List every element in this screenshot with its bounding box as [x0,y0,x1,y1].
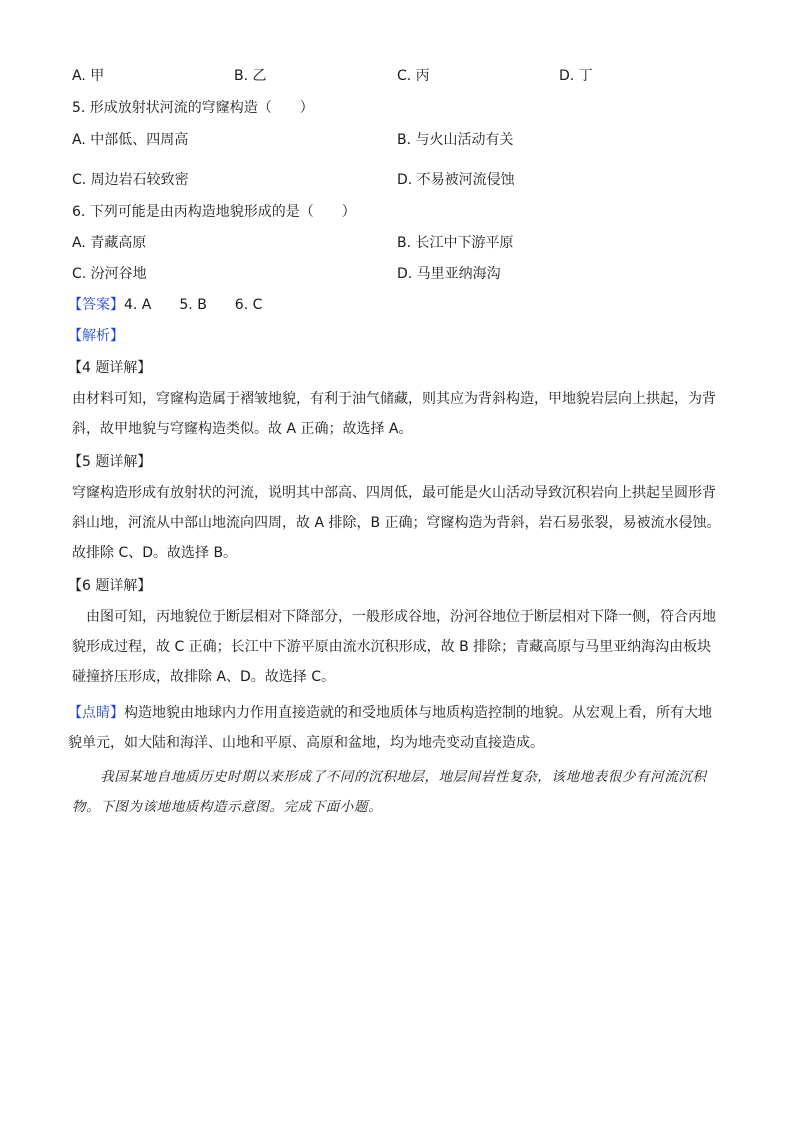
q6-option-a: A. 青藏高原 [72,235,147,251]
detail-5-text: 穹窿构造形成有放射状的河流，说明其中部高、四周低，最可能是火山活动导致沉积岩向上拱起呈圆形背斜山地，河流从中部山地流向四周，故 A 排除，B 正确；穹窿构造为背斜，岩石易张裂，易被流水侵蚀。故排除 C、D。故选择 B。 [72,485,721,561]
note-text: 构造地貌由地球内力作用直接造就的和受地质体与地质构造控制的地貌。从宏观上看，所有大地貌单元，如大陆和海洋、山地和平原、高原和盆地，均为地壳变动直接造成。 [68,705,712,751]
answer-text: 4. A 5. B 6. C [124,297,263,313]
note-tag: 【点睛】 [68,705,124,721]
detail-4-title: 【4 题详解】 [68,360,152,376]
detail-5-title: 【5 题详解】 [68,454,152,470]
q6-option-c: C. 汾河谷地 [72,266,147,282]
q5-option-a: A. 中部低、四周高 [72,132,189,148]
next-question-intro: 我国某地自地质历史时期以来形成了不同的沉积地层，地层间岩性复杂，该地地表很少有河流沉积物。下图为该地地质构造示意图。完成下面小题。 [72,769,707,815]
q6-option-b: B. 长江中下游平原 [397,235,514,251]
q4-option-a: A. 甲 [72,68,105,84]
q4-option-d: D. 丁 [559,68,593,84]
q5-option-c: C. 周边岩石较致密 [72,172,189,188]
answer-line [68,295,262,315]
answer-tag: 【答案】 [68,297,124,313]
q5-stem: 5. 形成放射状河流的穹窿构造（ ） [72,100,314,116]
q4-option-c: C. 丙 [397,68,430,84]
q5-option-d: D. 不易被河流侵蚀 [397,172,515,188]
analysis-tag: 【解析】 [68,328,124,344]
q6-option-d: D. 马里亚纳海沟 [397,266,501,282]
q6-stem: 6. 下列可能是由丙构造地貌形成的是（ ） [72,204,356,220]
detail-6-title: 【6 题详解】 [68,578,152,594]
note-paragraph [68,698,724,758]
q4-option-b: B. 乙 [234,68,267,84]
q5-option-b: B. 与火山活动有关 [397,132,514,148]
detail-6-text: 由图可知，丙地貌位于断层相对下降部分，一般形成谷地，汾河谷地位于断层相对下降一侧，符合丙地貌形成过程，故 C 正确；长江中下游平原由流水沉积形成，故 B 排除；青藏高原与马里亚纳海沟由板块碰撞挤压形成，故排除 A、D。故选择 C。 [72,609,716,685]
detail-4-text: 由材料可知，穹窿构造属于褶皱地貌，有利于油气储藏，则其应为背斜构造，甲地貌岩层向上拱起，为背斜，故甲地貌与穹窿构造类似。故 A 正确；故选择 A。 [72,391,716,437]
